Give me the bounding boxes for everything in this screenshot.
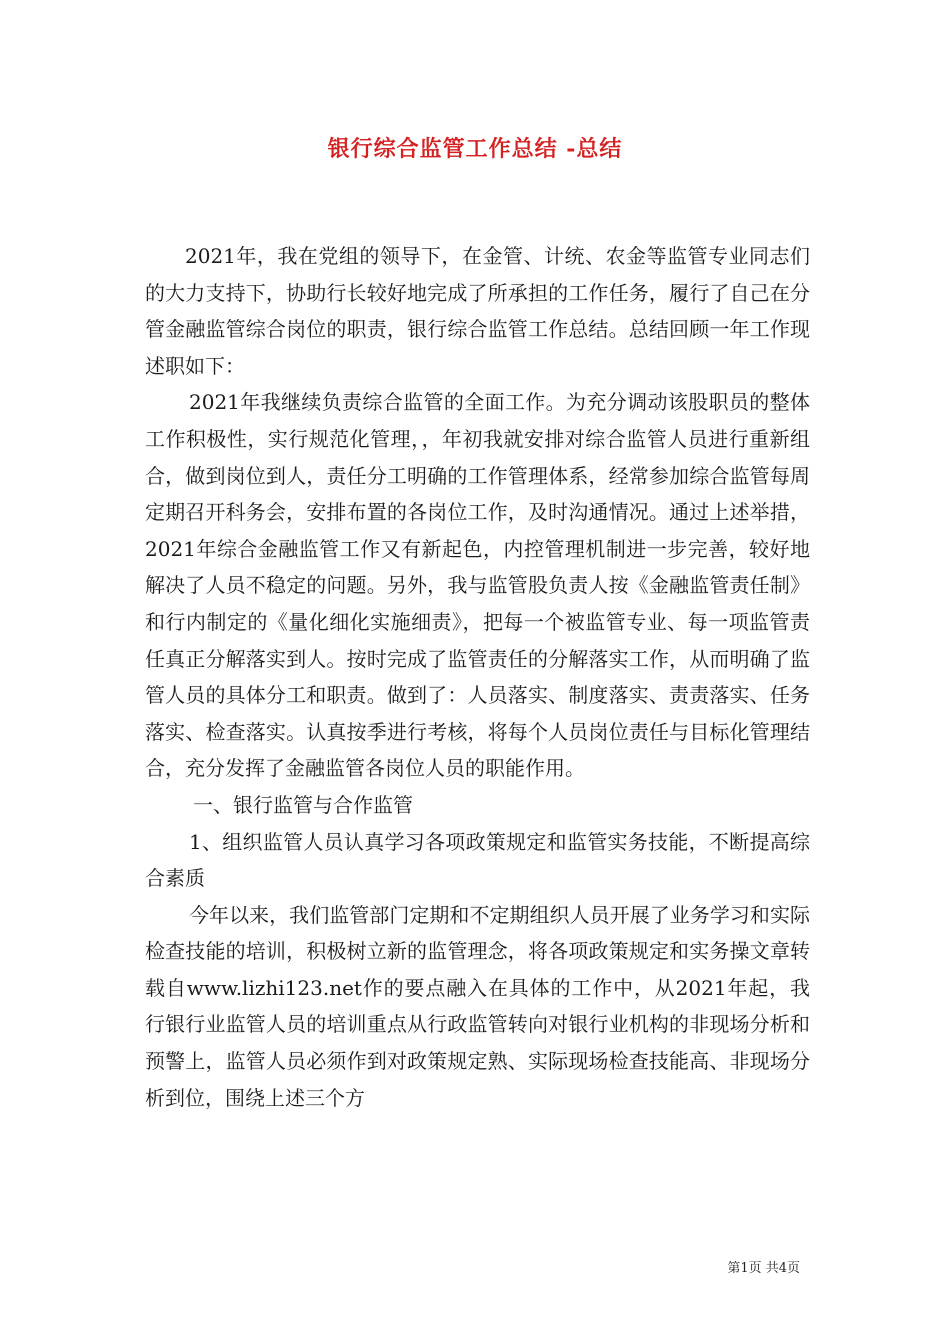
- paragraph-work-summary: 2021年我继续负责综合监管的全面工作。为充分调动该股职员的整体工作积极性，实行规范化管理，，年初我就安排对综合监管人员进行重新组合，做到岗位到人，责任分工明确的工作管理体系，经常参加综合监管每周定期召开科务会，安排布置的各岗位工作，及时沟通情况。通过上述举措，2021年综合金融监管工作又有新起色，内控管理机制进一步完善，较好地解决了人员不稳定的问题。另外，我与监管股负责人按《金融监管责任制》和行内制定的《量化细化实施细责》，把每一个被监管专业、每一项监管责任真正分解落实到人。按时完成了监管责任的分解落实工作，从而明确了监管人员的具体分工和职责。做到了：人员落实、制度落实、责责落实、任务落实、检查落实。认真按季进行考核，将每个人员岗位责任与目标化管理结合，充分发挥了金融监管各岗位人员的职能作用。: [145, 390, 810, 781]
- document-body: [145, 238, 810, 1116]
- paragraph-intro: 2021年，我在党组的领导下，在金管、计统、农金等监管专业同志们的大力支持下，协助行长较好地完成了所承担的工作任务，履行了自己在分管金融监管综合岗位的职责，银行综合监管工作总结。总结回顾一年工作现述职如下：: [145, 244, 810, 378]
- paragraph-training: 今年以来，我们监管部门定期和不定期组织人员开展了业务学习和实际检查技能的培训，积极树立新的监管理念，将各项政策规定和实务操文章转载自www.lizhi123.net作的要点融入在具体的工作中，从2021年起，我行银行业监管人员的培训重点从行政监管转向对银行业机构的非现场分析和预警上，监管人员必须作到对政策规定熟、实际现场检查技能高、非现场分析到位，围绕上述三个方: [145, 902, 810, 1110]
- document-title: 银行综合监管工作总结 -总结: [327, 136, 623, 162]
- page-number: 第1页 共4页: [727, 1261, 800, 1276]
- subsection-heading: 1、组织监管人员认真学习各项政策规定和监管实务技能，不断提高综合素质: [145, 829, 810, 891]
- section-heading: 一、银行监管与合作监管: [193, 792, 413, 817]
